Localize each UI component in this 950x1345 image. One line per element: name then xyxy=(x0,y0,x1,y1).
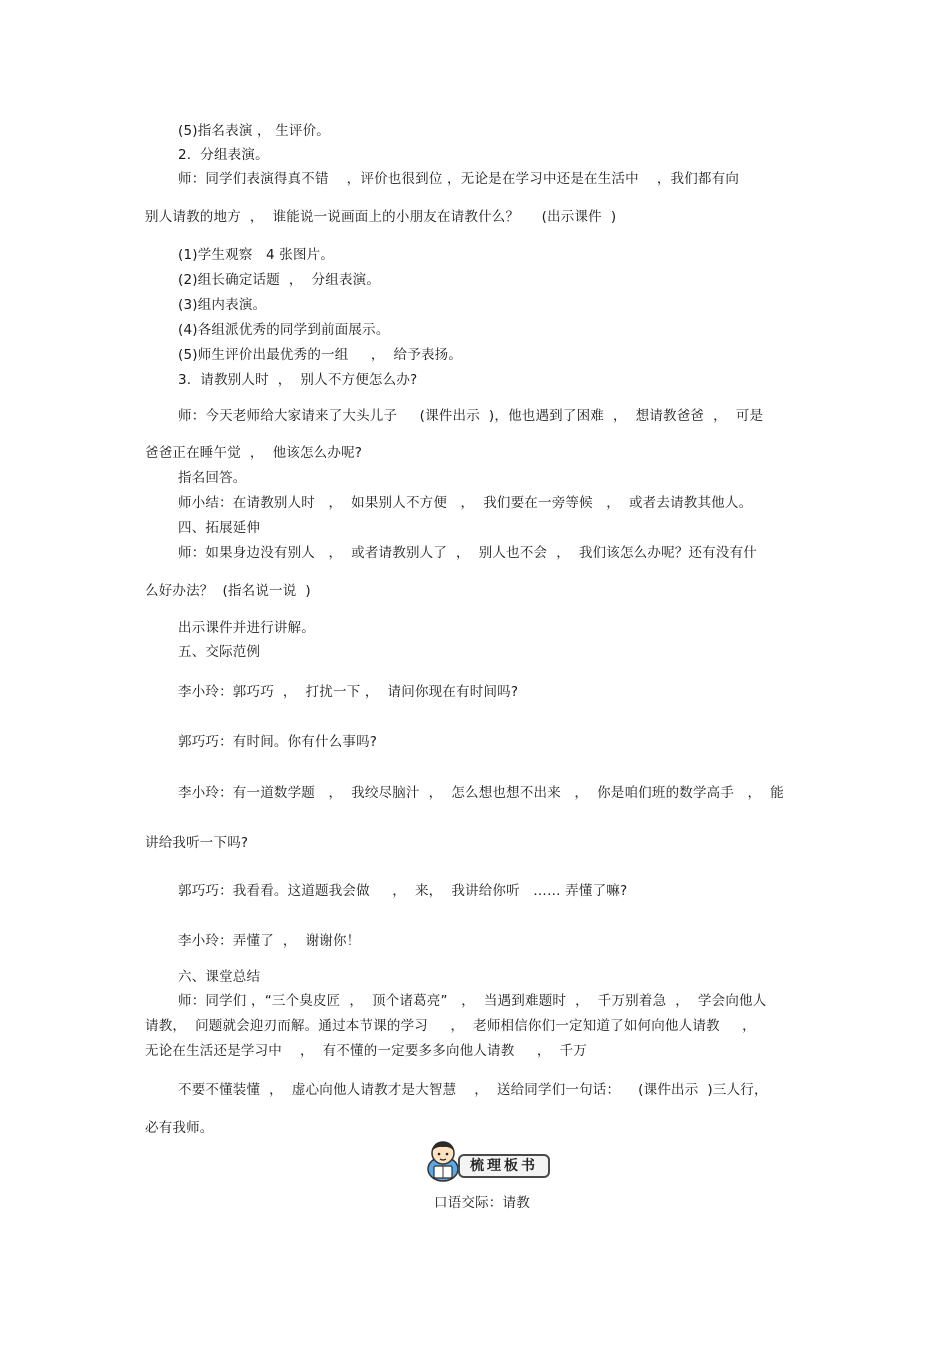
dialogue-line: 郭巧巧：我看看。这道题我会做 ， 来， 我讲给你听 …… 弄懂了嘛? xyxy=(178,883,628,899)
text-line: (5)指名表演 ， 生评价。 xyxy=(178,123,331,139)
text-line: (2)组长确定话题 ， 分组表演。 xyxy=(178,272,381,288)
board-summary-badge xyxy=(424,1139,556,1183)
text-line: 师：同学们表演得真不错 ，评价也很到位 ，无论是在学习中还是在生活中 ，我们都有向 xyxy=(178,171,740,187)
section-heading: 四、拓展延伸 xyxy=(178,520,261,536)
dialogue-line: 李小玲：有一道数学题 ， 我绞尽脑汁 ， 怎么想也想不出来 ， 你是咱们班的数学高手 ， 能 xyxy=(178,785,784,801)
text-line: 不要不懂装懂 ， 虚心向他人请教才是大智慧 ， 送给同学们一句话： (课件出示 )三人行， xyxy=(178,1082,768,1098)
badge-label: 梳理板书 xyxy=(458,1154,550,1178)
text-line: 师：如果身边没有别人 ， 或者请教别人了 ， 别人也不会 ， 我们该怎么办呢？还有没有什 xyxy=(178,545,757,561)
dialogue-line: 郭巧巧：有时间。你有什么事吗? xyxy=(178,734,378,750)
text-line: 2. 分组表演。 xyxy=(178,147,269,163)
text-line: (5)师生评价出最优秀的一组 ， 给予表扬。 xyxy=(178,347,463,363)
section-heading: 六、课堂总结 xyxy=(178,969,261,985)
text-line: (3)组内表演。 xyxy=(178,297,267,313)
text-line: 别人请教的地方 ， 谁能说一说画面上的小朋友在请教什么？ (出示课件 ) xyxy=(145,209,617,225)
dialogue-line: 李小玲：郭巧巧 ， 打扰一下 ， 请问你现在有时间吗? xyxy=(178,684,519,700)
text-line: 无论在生活还是学习中 ， 有不懂的一定要多多向他人请教 ， 千万 xyxy=(145,1043,587,1059)
text-line: 必有我师。 xyxy=(145,1120,214,1136)
text-line: 指名回答。 xyxy=(178,470,247,486)
text-line: 师小结：在请教别人时 ， 如果别人不方便 ， 我们要在一旁等候 ， 或者去请教其他人。 xyxy=(178,495,753,511)
text-line: 出示课件并进行讲解。 xyxy=(178,620,315,636)
text-line: 爸爸正在睡午觉 ， 他该怎么办呢? xyxy=(145,445,363,461)
text-line: 么好办法？ (指名说一说 ) xyxy=(145,583,311,599)
section-heading: 五、交际范例 xyxy=(178,644,261,660)
dialogue-line: 讲给我听一下吗? xyxy=(145,835,249,851)
board-title: 口语交际：请教 xyxy=(434,1195,530,1211)
text-line: (4)各组派优秀的同学到前面展示。 xyxy=(178,322,390,338)
text-line: (1)学生观察 4 张图片。 xyxy=(178,247,335,263)
dialogue-line: 李小玲：弄懂了 ， 谢谢你！ xyxy=(178,933,361,949)
text-line: 师：今天老师给大家请来了大头儿子 (课件出示 )，他也遇到了困难 ， 想请教爸爸 ， 可是 xyxy=(178,408,764,424)
section-heading: 3. 请教别人时 ， 别人不方便怎么办? xyxy=(178,372,418,388)
text-line: 请教， 问题就会迎刃而解。通过本节课的学习 ， 老师相信你们一定知道了如何向他人请教 ， xyxy=(145,1018,756,1034)
text-line: 师：同学们 ，“三个臭皮匠 ， 顶个诸葛亮” ， 当遇到难题时 ， 千万别着急 ， 学会向他人 xyxy=(178,993,767,1009)
